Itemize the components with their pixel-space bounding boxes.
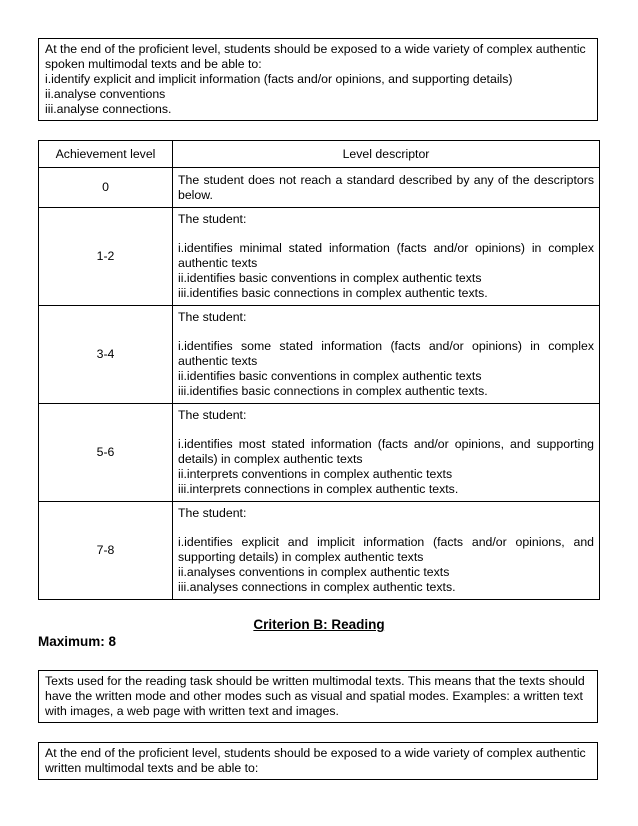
row-descriptor <box>173 502 600 600</box>
intro-line: iii.analyse connections. <box>45 102 172 116</box>
row-descriptor <box>173 208 600 306</box>
rubric-table <box>38 140 600 600</box>
final-box <box>38 742 598 780</box>
descriptor-intro: The student: <box>178 506 247 520</box>
header-achievement-level: Achievement level <box>39 141 173 168</box>
descriptor-intro: The student: <box>178 310 247 324</box>
row-descriptor <box>173 306 600 404</box>
descriptor-intro: The student: <box>178 212 247 226</box>
descriptor-item: i.identifies minimal stated information (facts and/or opinions) in complex authentic texts <box>178 241 594 270</box>
row-level: 7-8 <box>39 502 173 600</box>
descriptor-intro: The student does not reach a standard described by any of the descriptors below. <box>178 172 594 202</box>
intro-line: At the end of the proficient level, students should be exposed to a wide variety of complex authentic spoken multimodal texts and be able to: <box>45 42 586 71</box>
maximum-score: Maximum: 8 <box>38 634 117 649</box>
descriptor-item: i.identifies some stated information (facts and/or opinions) in complex authentic texts <box>178 339 594 368</box>
table-row <box>39 208 600 306</box>
table-row <box>39 306 600 404</box>
row-level: 3-4 <box>39 306 173 404</box>
criterion-title: Criterion B: Reading <box>253 617 385 632</box>
descriptor-item: ii.identifies basic conventions in complex authentic texts <box>178 271 482 285</box>
descriptor-item: iii.identifies basic connections in complex authentic texts. <box>178 286 488 300</box>
descriptor-item: iii.interprets connections in complex authentic texts. <box>178 482 459 496</box>
descriptor-item: ii.interprets conventions in complex authentic texts <box>178 467 453 481</box>
table-row <box>39 404 600 502</box>
row-level: 5-6 <box>39 404 173 502</box>
row-level: 1-2 <box>39 208 173 306</box>
intro-line: ii.analyse conventions <box>45 87 166 101</box>
row-descriptor <box>173 168 600 208</box>
table-header-row <box>39 141 600 168</box>
row-level: 0 <box>39 168 173 208</box>
row-descriptor <box>173 404 600 502</box>
header-level-descriptor: Level descriptor <box>173 141 600 168</box>
descriptor-item: ii.identifies basic conventions in complex authentic texts <box>178 369 482 383</box>
intro-box <box>38 38 598 121</box>
final-text: At the end of the proficient level, students should be exposed to a wide variety of complex authentic written multimodal texts and be able to: <box>45 746 586 775</box>
descriptor-item: ii.analyses conventions in complex authentic texts <box>178 565 450 579</box>
reading-info-box <box>38 670 598 723</box>
descriptor-item: i.identifies explicit and implicit information (facts and/or opinions, and supporting details) in complex authentic texts <box>178 535 594 564</box>
descriptor-item: i.identifies most stated information (facts and/or opinions, and supporting details) in complex authentic texts <box>178 437 594 466</box>
table-row <box>39 168 600 208</box>
descriptor-item: iii.analyses connections in complex authentic texts. <box>178 580 456 594</box>
table-row <box>39 502 600 600</box>
descriptor-item: iii.identifies basic connections in complex authentic texts. <box>178 384 488 398</box>
intro-line: i.identify explicit and implicit information (facts and/or opinions, and supporting details) <box>45 72 513 86</box>
descriptor-intro: The student: <box>178 408 247 422</box>
reading-info-text: Texts used for the reading task should be written multimodal texts. This means that the texts should have the written mode and other modes such as visual and spatial modes. Examples: a written text with images, a web page with written text and images. <box>45 674 585 718</box>
